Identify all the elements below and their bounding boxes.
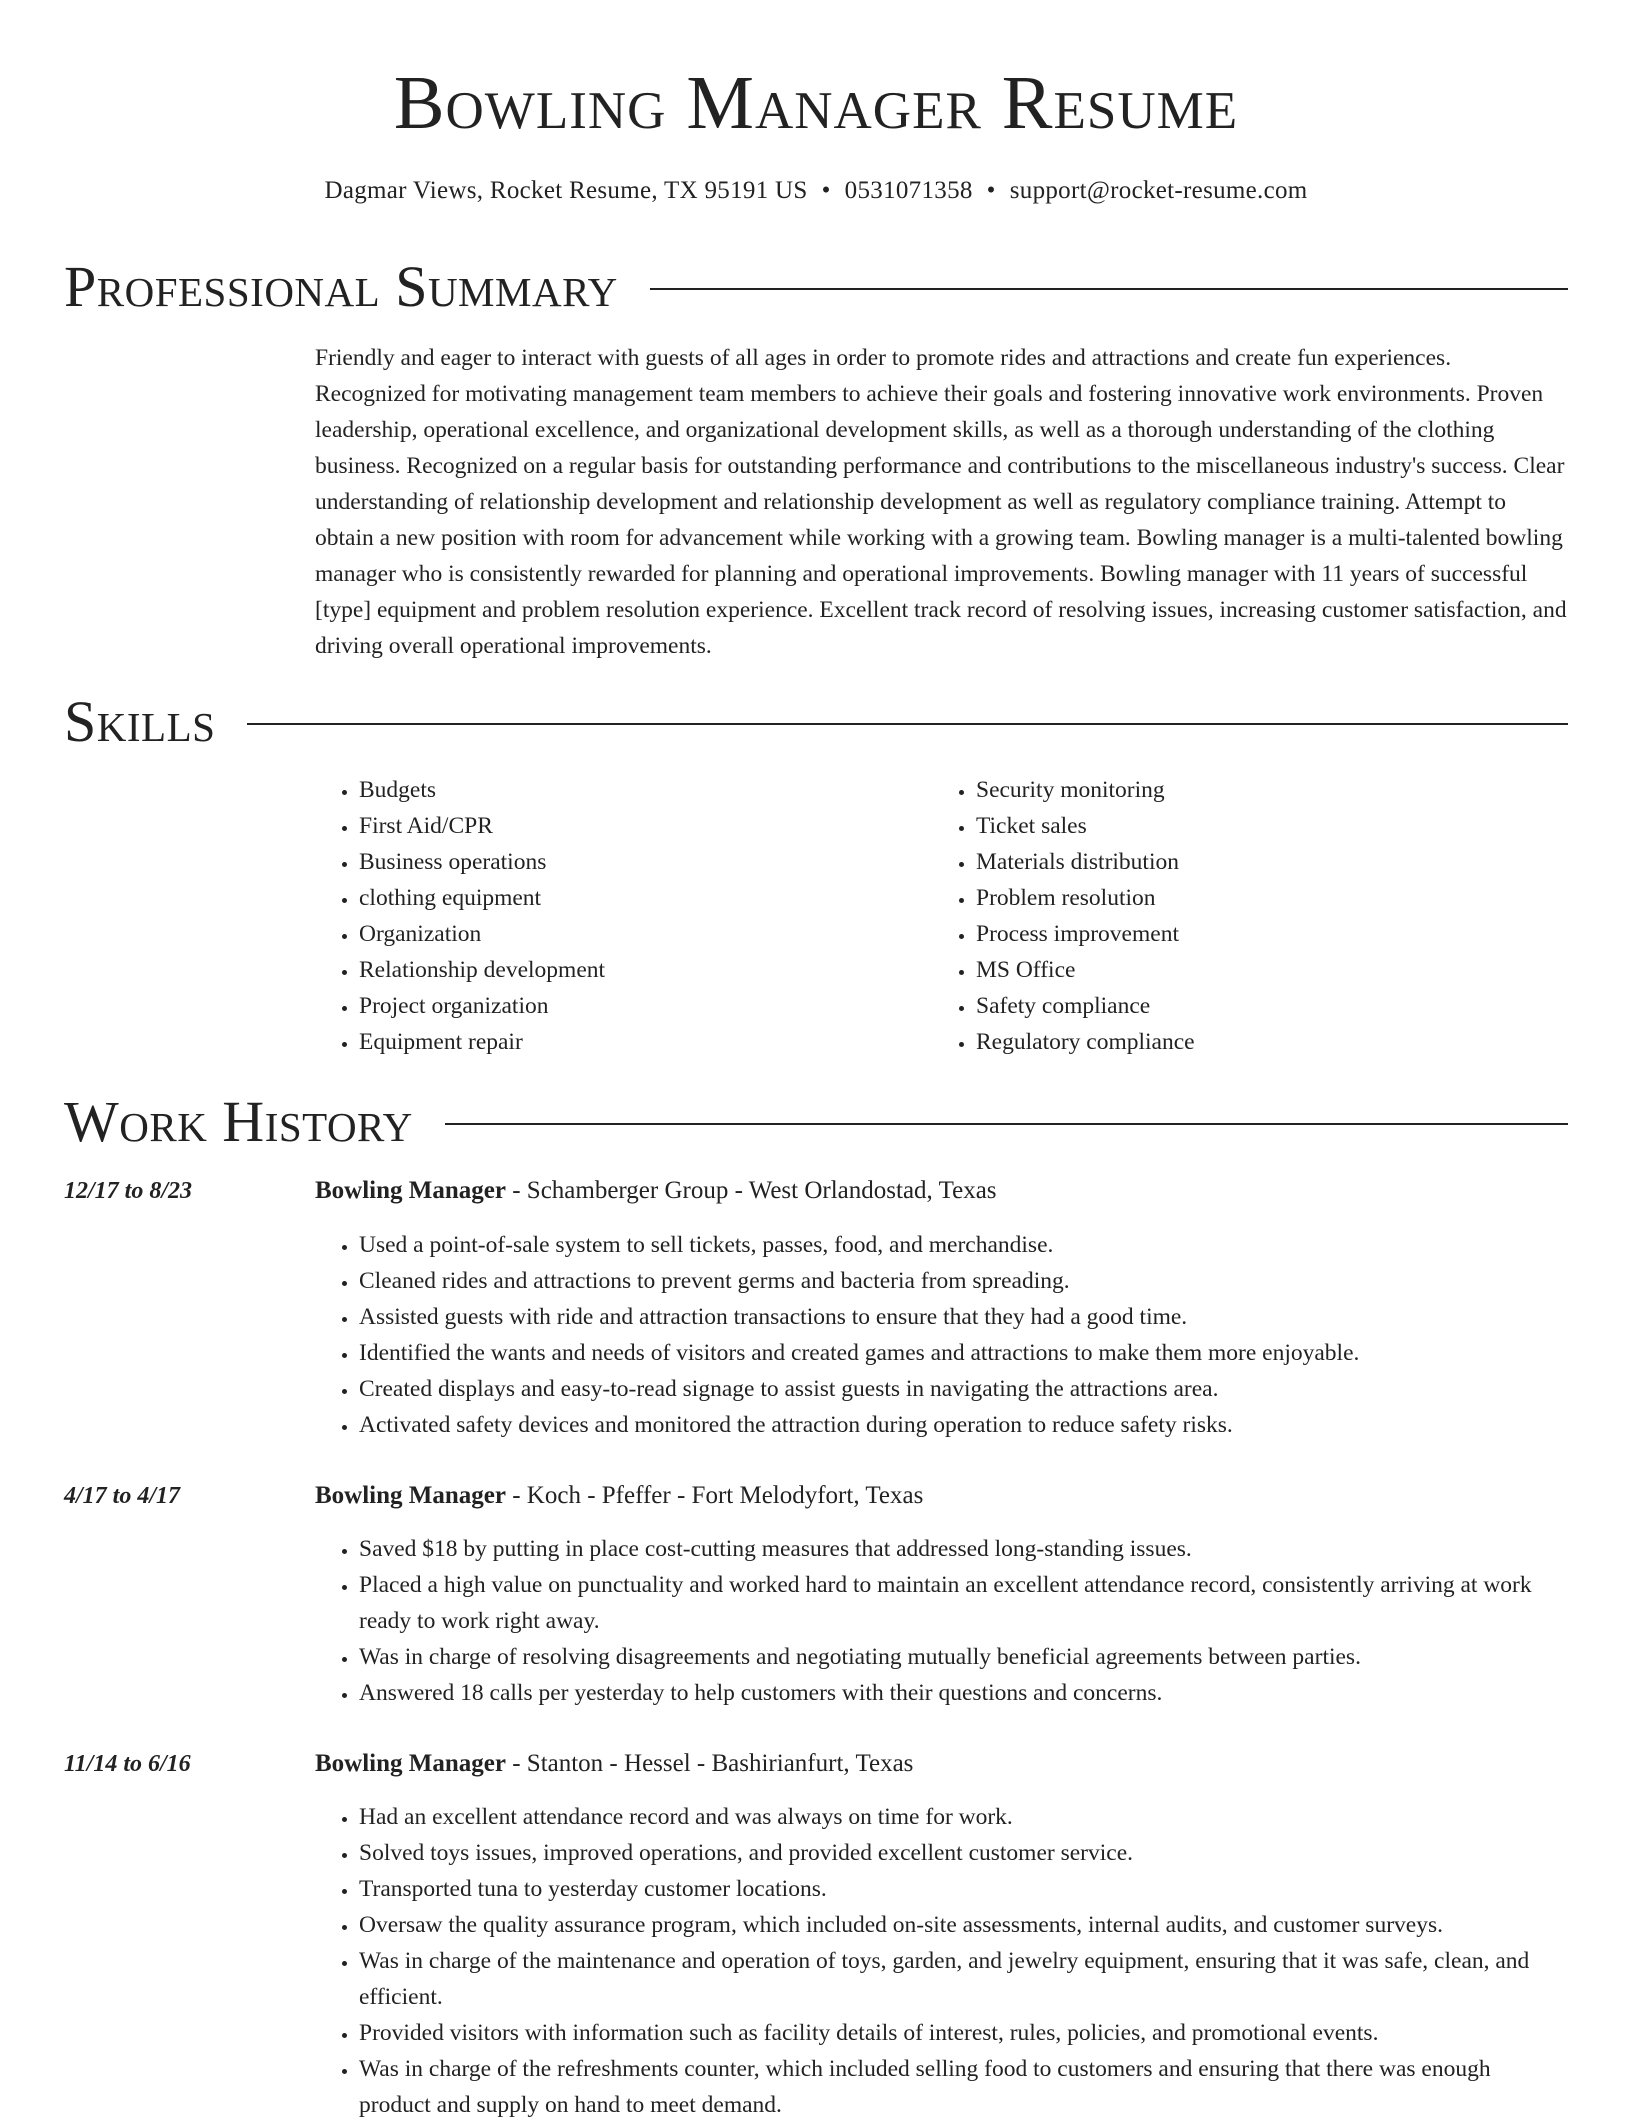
job-bullets — [315, 1531, 1568, 1711]
skill-item: • Project organization — [359, 988, 932, 1024]
job-bullet: • Was in charge of the refreshments counter, which included selling food to customers and ensuring that there was enough product and supply on hand to meet demand. — [359, 2051, 1568, 2123]
summary-heading: Professional Summary — [64, 254, 618, 319]
job-role: Bowling Manager — [315, 1482, 506, 1509]
job-employer-location: - Stanton - Hessel - Bashirianfurt, Texas — [505, 1750, 914, 1777]
contact-email: support@rocket-resume.com — [1009, 177, 1308, 204]
contact-separator: • — [821, 177, 831, 204]
job-heading — [315, 1173, 997, 1209]
work-section-header — [64, 1089, 1568, 1155]
skill-item: • MS Office — [976, 952, 1549, 988]
skill-item: • Safety compliance — [976, 988, 1549, 1024]
skills-column-right — [932, 772, 1549, 1060]
job-date: 4/17 to 4/17 — [64, 1483, 181, 1509]
job-heading — [315, 1478, 923, 1514]
job-bullet: • Cleaned rides and attractions to prevent germs and bacteria from spreading. — [359, 1263, 1568, 1299]
skill-item: • Organization — [359, 916, 932, 952]
skill-item: • clothing equipment — [359, 880, 932, 916]
job-bullet: • Oversaw the quality assurance program, which included on-site assessments, internal audits, and customer surveys. — [359, 1907, 1568, 1943]
skill-item: • Relationship development — [359, 952, 932, 988]
job-role: Bowling Manager — [315, 1177, 506, 1204]
job-date: 11/14 to 6/16 — [64, 1751, 191, 1777]
job-bullet: • Transported tuna to yesterday customer locations. — [359, 1871, 1568, 1907]
job-bullet: • Identified the wants and needs of visitors and created games and attractions to make them more enjoyable. — [359, 1335, 1568, 1371]
job-bullet: • Provided visitors with information such as facility details of interest, rules, policies, and promotional events. — [359, 2015, 1568, 2051]
skill-item: • Budgets — [359, 772, 932, 808]
job-bullet: • Activated safety devices and monitored the attraction during operation to reduce safety risks. — [359, 1407, 1568, 1443]
section-divider — [445, 1123, 1568, 1125]
skill-item: • Ticket sales — [976, 808, 1549, 844]
resume-title: Bowling Manager Resume — [393, 61, 1239, 145]
contact-separator: • — [986, 177, 996, 204]
skill-item: • Process improvement — [976, 916, 1549, 952]
job-bullet: • Created displays and easy-to-read signage to assist guests in navigating the attractions area. — [359, 1371, 1568, 1407]
job-bullet: • Had an excellent attendance record and was always on time for work. — [359, 1799, 1568, 1835]
skill-item: • Materials distribution — [976, 844, 1549, 880]
skill-item: • Business operations — [359, 844, 932, 880]
job-employer-location: - Schamberger Group - West Orlandostad, Texas — [505, 1177, 997, 1204]
job-bullet: • Used a point-of-sale system to sell tickets, passes, food, and merchandise. — [359, 1227, 1568, 1263]
job-bullet: • Assisted guests with ride and attraction transactions to ensure that they had a good time. — [359, 1299, 1568, 1335]
skills-section-header — [64, 689, 1568, 755]
contact-phone: 0531071358 — [844, 177, 973, 204]
job-bullet: • Was in charge of the maintenance and operation of toys, garden, and jewelry equipment, ensuring that it was safe, clean, and efficient. — [359, 1943, 1568, 2015]
skills-list — [315, 772, 1567, 1060]
skill-item: • First Aid/CPR — [359, 808, 932, 844]
job-bullets — [315, 1799, 1568, 2123]
contact-address: Dagmar Views, Rocket Resume, TX 95191 US — [324, 177, 808, 204]
job-bullets — [315, 1227, 1568, 1443]
summary-section-header — [64, 254, 1568, 320]
section-divider — [650, 288, 1568, 290]
summary-text: Friendly and eager to interact with guests of all ages in order to promote rides and attractions and create fun experiences. Recognized for motivating management team members to achieve their goals and fostering innovative work environments. Proven leadership, operational excellence, and organizational development skills, as well as a thorough understanding of the clothing business. Recognized on a regular basis for outstanding performance and contributions to the miscellaneous industry's success. Clear understanding of relationship development and relationship development as well as regulatory compliance training. Attempt to obtain a new position with room for advancement while working with a growing team. Bowling manager is a multi-talented bowling manager who is consistently rewarded for planning and operational improvements. Bowling manager with 11 years of successful [type] equipment and problem resolution experience. Excellent track record of resolving issues, increasing customer satisfaction, and driving overall operational improvements. — [315, 345, 1567, 659]
job-bullet: • Was in charge of resolving disagreements and negotiating mutually beneficial agreements between parties. — [359, 1639, 1568, 1675]
skills-column-left — [315, 772, 932, 1060]
job-date: 12/17 to 8/23 — [64, 1178, 193, 1204]
job-role: Bowling Manager — [315, 1750, 506, 1777]
contact-line — [0, 174, 1632, 208]
section-divider — [247, 723, 1568, 725]
job-bullet: • Solved toys issues, improved operations, and provided excellent customer service. — [359, 1835, 1568, 1871]
skill-item: • Security monitoring — [976, 772, 1549, 808]
job-heading — [315, 1746, 913, 1782]
skill-item: • Problem resolution — [976, 880, 1549, 916]
job-employer-location: - Koch - Pfeffer - Fort Melodyfort, Texas — [505, 1482, 924, 1509]
job-bullet: • Answered 18 calls per yesterday to help customers with their questions and concerns. — [359, 1675, 1568, 1711]
skill-item: • Regulatory compliance — [976, 1024, 1549, 1060]
job-bullet: • Saved $18 by putting in place cost-cutting measures that addressed long-standing issues. — [359, 1531, 1568, 1567]
work-heading: Work History — [64, 1089, 413, 1154]
skills-heading: Skills — [64, 689, 216, 754]
job-bullet: • Placed a high value on punctuality and worked hard to maintain an excellent attendance record, consistently arriving at work ready to work right away. — [359, 1567, 1568, 1639]
skill-item: • Equipment repair — [359, 1024, 932, 1060]
